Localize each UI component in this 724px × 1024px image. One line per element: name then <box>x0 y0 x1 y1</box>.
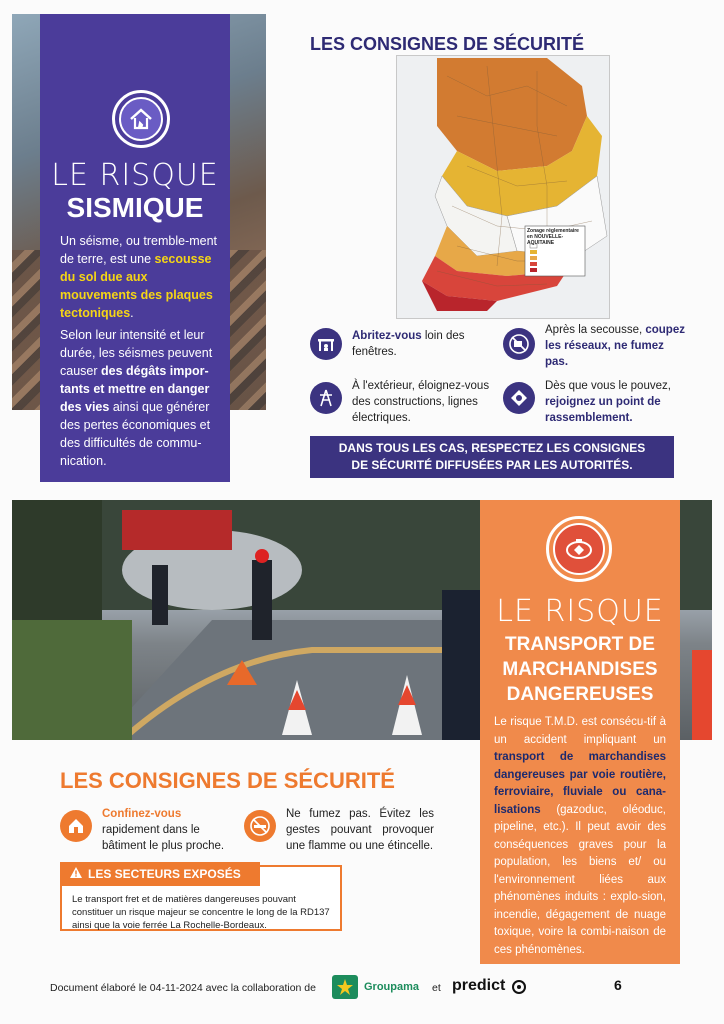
authorities-banner <box>310 436 674 478</box>
seismic-p1-text: Un séisme, ou tremble-ment de terre, est une <box>60 234 218 266</box>
groupama-name: Groupama <box>364 981 420 993</box>
meeting-point-icon <box>503 382 535 414</box>
seismic-paragraph-1 <box>60 232 220 322</box>
no-smoking-icon <box>244 810 276 842</box>
tmd-title-line-1: TRANSPORT DE <box>505 634 655 655</box>
tmd-consignes-heading: LES CONSIGNES DE SÉCURITÉ <box>60 768 395 793</box>
banner-line-2: DE SÉCURITÉ DIFFUSÉES PAR LES AUTORITÉS. <box>351 458 633 472</box>
house-crack-icon <box>119 97 163 141</box>
consigne-meeting-bold: rejoignez un point de rassemblement. <box>545 396 661 424</box>
consigne-cut-networks <box>503 322 688 370</box>
consigne-confine-text <box>102 806 240 854</box>
consigne-shelter-text <box>352 328 480 360</box>
tmd-desc-highlight: transport de marchandises dangereuses par voie routière, ferroviaire, fluviale ou cana-lisations <box>494 751 666 816</box>
map-legend-title: Zonage réglementaire en NOUVELLE-AQUITAINE <box>527 228 579 246</box>
seismic-p1-highlight: secousse du sol due aux mouvements des plaques tectoniques <box>60 252 213 320</box>
tmd-title-thin: LE RISQUE <box>496 594 664 629</box>
footer-credit: Document élaboré le 04-11-2024 avec la collaboration de <box>50 982 316 994</box>
seismic-p2-highlight: des dégâts impor-tants et mettre en danger des vies <box>60 364 210 414</box>
consigne-cut-networks-pre: Après la secousse, <box>545 324 646 336</box>
sectors-header <box>60 862 260 886</box>
seismic-panel <box>40 14 230 482</box>
tmd-title-line-3: DANGEREUSES <box>506 684 654 705</box>
predict-target-icon <box>512 980 526 994</box>
tmd-title-bold <box>480 632 680 707</box>
page-number: 6 <box>614 977 622 993</box>
sectors-text: Le transport fret et de matières dangereuses pouvant constituer un risque majeur se concentre le long de la RD137 ainsi que la voie ferrée La Rochelle-Bordeaux. <box>72 894 330 931</box>
seismic-zoning-map <box>396 55 610 319</box>
consigne-cut-networks-text <box>545 322 688 370</box>
seismic-p2-end: ainsi que générer des pertes économiques et des difficultés de commu-nication. <box>60 400 211 468</box>
seismic-title-bold: SISMIQUE <box>66 192 204 223</box>
footer-and: et <box>432 982 441 994</box>
consigne-shelter <box>310 328 480 360</box>
banner-line-1: DANS TOUS LES CAS, RESPECTEZ LES CONSIGNES <box>338 441 646 455</box>
power-line-icon <box>310 382 342 414</box>
consigne-confine-rest: rapidement dans le bâtiment le plus proche. <box>102 824 225 852</box>
tanker-hazard-icon <box>553 523 605 575</box>
consigne-meeting-pre: Dès que vous le pouvez, <box>545 380 671 392</box>
seismic-badge <box>112 90 170 148</box>
tmd-panel <box>480 500 680 964</box>
consigne-outside <box>310 378 490 426</box>
tmd-desc-text-c: (gazoduc, oléoduc, pipeline, etc.). Il peut avoir des conséquences graves pour la population, les biens et/ ou l'environnement liées aux phénomènes induits : explo-sion, incendie, dégagement de nuage toxique, voire la combi-naison de ces phénomènes. <box>494 803 666 956</box>
tmd-badge <box>546 516 612 582</box>
tmd-desc-text-a: Le risque T.M.D. est consécu-tif à un accident impliquant un <box>494 716 666 746</box>
consigne-confine-bold: Confinez-vous <box>102 808 182 820</box>
consigne-no-smoking-text: Ne fumez pas. Évitez les gestes pouvant provoquer une flamme ou une étincelle. <box>286 808 434 852</box>
consigne-cut-networks-bold: coupez les réseaux, ne fumez pas. <box>545 324 685 368</box>
warning-triangle-icon <box>70 867 82 881</box>
tmd-title-line-2: MARCHANDISES <box>502 659 658 680</box>
seismic-consignes-heading: LES CONSIGNES DE SÉCURITÉ <box>310 34 585 54</box>
sectors-title: LES SECTEURS EXPOSÉS <box>88 867 241 881</box>
consigne-outside-text: À l'extérieur, éloignez-vous des constructions, lignes électriques. <box>352 380 490 424</box>
seismic-title-thin: LE RISQUE <box>51 158 219 193</box>
predict-logo: predict <box>452 977 506 994</box>
consigne-shelter-bold: Abritez-vous <box>352 330 422 342</box>
consigne-meeting-point-text <box>545 378 688 426</box>
confine-home-icon <box>60 810 92 842</box>
seismic-p1-end: . <box>130 306 134 320</box>
seismic-p2-text: Selon leur intensité et leur durée, les séismes peuvent causer <box>60 328 213 378</box>
consigne-no-smoking <box>244 806 434 854</box>
groupama-logo <box>332 975 358 999</box>
tmd-description <box>494 714 666 959</box>
consigne-shelter-rest: loin des fenêtres. <box>352 330 465 358</box>
consigne-confine <box>60 806 240 854</box>
seismic-paragraph-2 <box>60 326 220 470</box>
consigne-meeting-point <box>503 378 688 426</box>
table-shelter-icon <box>310 328 342 360</box>
no-gas-no-smoking-icon <box>503 328 535 360</box>
